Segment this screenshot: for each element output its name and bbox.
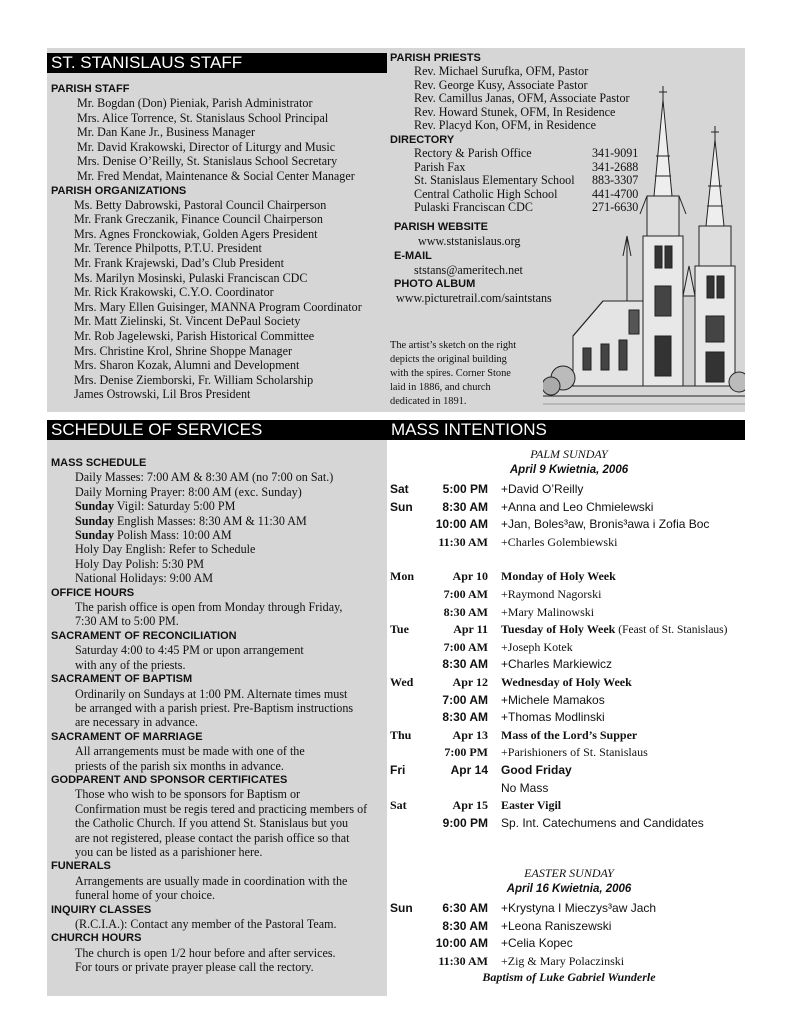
schedule-line [51,485,389,499]
intention-time: 8:30 AM [442,918,488,933]
intention-row [390,745,760,761]
easter-sunday-title: EASTER SUNDAY [524,866,614,880]
directory-name: Rectory & Parish Office [414,145,532,160]
palm-sunday-date: April 9 Kwietnia, 2006 [509,464,629,476]
intention-text [501,901,656,915]
schedule-line-text: All arrangements must be made with one of the [75,744,305,759]
schedule-line-bold: Sunday [75,528,114,543]
schedule-section-heading: FUNERALS [51,860,111,873]
schedule-line-text: Those who wish to be sponsors for Baptism or [75,787,301,802]
intention-row [390,728,760,744]
palm-sunday-title: PALM SUNDAY [530,447,608,461]
intention-time: 8:30 AM [442,710,488,725]
schedule-line-text: Saturday 4:00 to 4:45 PM or upon arrangement [75,643,304,658]
schedule-line [51,528,389,542]
schedule-line-text: Daily Morning Prayer: 8:00 AM (exc. Sunday) [75,484,302,499]
intention-text-main: Wednesday of Holy Week [501,675,632,689]
intention-day: Sat [390,482,409,496]
schedule-line-text: (R.C.I.A.): Contact any member of the Pastoral Team. [75,917,337,931]
organization-member: Mr. Matt Zielinski, St. Vincent DePaul Society [74,314,301,329]
intention-day: Sun [390,499,413,514]
intentions-header: MASS INTENTIONS [387,420,745,440]
intention-row [390,936,760,952]
schedule-line-text: English Masses: 8:30 AM & 11:30 AM [114,513,307,528]
schedule-line-text: are necessary in advance. [75,715,198,730]
intention-text-main: Easter Vigil [501,798,562,813]
organization-member: Mrs. Mary Ellen Guisinger, MANNA Program Coordinator [74,299,362,314]
intention-text-main: +Joseph Kotek [501,639,573,654]
intention-text [501,640,573,655]
intention-row [390,605,760,621]
organization-member: Mrs. Christine Krol, Shrine Shoppe Manager [74,343,292,358]
schedule-line-text: you can be listed as a parishioner here. [75,844,263,859]
intention-row [390,569,760,585]
schedule-line-bold: Sunday [75,513,114,528]
intention-text-main: +David O’Reilly [501,482,584,496]
schedule-line-text: Confirmation must be regis tered and practicing members of [75,801,368,816]
organizations-heading: PARISH ORGANIZATIONS [51,184,187,197]
intention-row [390,710,760,726]
intention-row [390,954,760,970]
schedule-line [51,845,389,859]
intention-text-main: Tuesday of Holy Week [501,622,616,637]
schedule-line-text: Arrangements are usually made in coordination with the [75,873,348,888]
priest-name: Rev. George Kusy, Associate Pastor [414,77,588,92]
intention-day: Wed [390,675,414,689]
intention-text-main: Sp. Int. Catechumens and Candidates [501,815,704,830]
schedule-line [51,715,389,729]
directory-heading: DIRECTORY [390,133,455,146]
schedule-line-text: priests of the parish six months in advance. [75,758,284,773]
schedule-line-text: Daily Masses: 7:00 AM & 8:30 AM (no 7:00 on Sat.) [75,470,334,485]
intention-day: Thu [390,727,412,742]
schedule-line [51,470,389,484]
schedule-line-bold: Sunday [75,499,114,514]
directory-phone: 341-9091 [592,145,639,160]
intention-text-main: +Michele Mamakos [501,692,605,707]
email-heading: E-MAIL [394,249,432,262]
intention-text [501,657,612,671]
schedule-section-heading: OFFICE HOURS [51,586,135,599]
organization-member: Ms. Marilyn Mosinski, Pulaski Franciscan CDC [74,270,308,285]
intention-row [390,901,760,917]
photo-album-link[interactable]: www.picturetrail.com/saintstans [396,291,552,306]
intention-row [390,693,760,709]
schedule-section-heading: SACRAMENT OF RECONCILIATION [51,629,237,642]
organization-member: Mr. Frank Greczanik, Finance Council Chairperson [74,212,323,227]
directory-phone: 441-4700 [592,186,639,201]
intention-time: 7:00 AM [443,639,488,654]
staff-member: Mrs. Alice Torrence, St. Stanislaus School Principal [77,110,329,125]
intention-row [390,640,760,656]
intention-text-main: +Charles Markiewicz [501,657,613,672]
schedule-line-text: 7:30 AM to 5:00 PM. [75,614,179,629]
intention-row [390,675,760,691]
intention-row [390,657,760,673]
schedule-line [51,816,389,830]
intention-text [501,587,601,602]
priest-name: Rev. Howard Stunek, OFM, In Residence [414,104,616,119]
intention-text [501,745,648,760]
schedule-line-text: Holy Day English: Refer to Schedule [75,542,256,557]
intention-time: 5:00 PM [442,482,488,496]
intention-time: 10:00 AM [435,517,488,532]
intention-text [501,482,583,496]
intention-text-main: +Raymond Nagorski [501,587,602,601]
schedule-line [51,960,389,974]
intention-time: 6:30 AM [442,901,488,915]
priest-name: Rev. Placyd Kon, OFM, in Residence [414,118,596,133]
easter-sunday-date: April 16 Kwietnia, 2006 [506,883,632,895]
parish-staff-heading: PARISH STAFF [51,83,130,95]
staff-member: Mrs. Denise O’Reilly, St. Stanislaus School Secretary [77,154,338,169]
intention-text-main: +Anna and Leo Chmielewski [501,499,654,514]
intention-text-main: No Mass [501,780,549,795]
caption-line: with the spires. Corner Stone [390,368,511,379]
caption-line: dedicated in 1891. [390,396,467,407]
organization-member: Mrs. Denise Ziemborski, Fr. William Scholarship [74,372,314,387]
caption-line: laid in 1886, and church [390,382,491,393]
directory-name: Central Catholic High School [414,186,558,201]
intention-time: Apr 11 [453,622,488,637]
schedule-line [51,802,389,816]
schedule-line-text: The parish office is open from Monday through Friday, [75,600,343,615]
schedule-section-heading: CHURCH HOURS [51,932,142,945]
intention-row [390,517,760,533]
intention-text [501,710,605,724]
intention-text-main: +Krystyna I Mieczys³aw Jach [501,901,657,915]
intention-row [390,816,760,832]
intention-time: 9:00 PM [442,815,488,830]
intention-row [390,622,760,638]
staff-header: ST. STANISLAUS STAFF [47,53,387,73]
intention-time: 10:00 AM [435,936,488,951]
intention-time: 7:00 PM [444,745,488,760]
intention-text [501,605,594,620]
intention-time: 11:30 AM [438,534,488,549]
schedule-line-text: funeral home of your choice. [75,888,216,903]
organization-member: James Ostrowski, Lil Bros President [74,387,251,402]
intention-text [501,798,561,813]
intention-text-main: +Zig & Mary Polaczinski [501,953,625,968]
schedule-line [51,759,389,773]
intention-text [501,500,653,514]
schedule-line-text: The church is open 1/2 hour before and after services. [75,945,336,960]
organization-member: Mr. Frank Krajewski, Dad’s Club President [74,255,284,270]
schedule-line [51,701,389,715]
caption-line: depicts the original building [390,354,507,365]
website-heading: PARISH WEBSITE [394,220,488,233]
schedule-list [51,456,389,975]
staff-member: Mr. Dan Kane Jr., Business Manager [77,125,256,140]
directory-name: Pulaski Franciscan CDC [414,200,533,215]
schedule-line [51,917,389,931]
intention-text-main: Monday of Holy Week [501,569,616,584]
intention-text [501,517,709,531]
schedule-line [51,687,389,701]
schedule-line-text: Vigil: Saturday 5:00 PM [114,499,236,514]
intention-time: 8:30 AM [442,499,488,514]
schedule-line [51,600,389,614]
website-link[interactable]: www.ststanislaus.org [418,233,521,248]
directory-name: Parish Fax [414,159,466,174]
intention-text-main: +Celia Kopec [501,936,573,951]
priests-heading: PARISH PRIESTS [390,52,481,64]
sketch-caption [390,339,560,409]
directory-phone: 883-3307 [592,173,639,188]
schedule-line [51,571,389,585]
organizations-list [51,198,391,402]
intention-time: 8:30 AM [443,604,488,619]
schedule-line [51,787,389,801]
intention-day: Tue [390,622,409,637]
schedule-line [51,542,389,556]
intention-time: 7:00 AM [442,692,488,707]
schedule-line [51,614,389,628]
intention-text-main: Good Friday [501,763,572,777]
schedule-line [51,831,389,845]
priest-name: Rev. Michael Surufka, OFM, Pastor [414,64,589,78]
schedule-section-heading: MASS SCHEDULE [51,457,147,469]
schedule-section-heading: INQUIRY CLASSES [51,903,152,916]
church-sketch-image [543,86,745,412]
intention-text [501,622,727,637]
intention-row [390,482,760,498]
directory-phone: 341-2688 [592,159,639,174]
organization-member: Mr. Terence Philpotts, P.T.U. President [74,241,262,256]
baptism-note: Baptism of Luke Gabriel Wunderle [482,970,656,984]
schedule-line-text: the Catholic Church. If you attend St. Stanislaus but you [75,816,349,831]
intention-text [501,936,573,950]
priest-name: Rev. Camillus Janas, OFM, Associate Pastor [414,91,630,106]
schedule-line-text: Holy Day Polish: 5:30 PM [75,556,205,571]
schedule-line [51,557,389,571]
email-link[interactable]: ststans@ameritech.net [414,262,523,277]
photo-album-heading: PHOTO ALBUM [394,278,476,291]
schedule-line-text: Polish Mass: 10:00 AM [114,528,232,543]
intention-time: Apr 15 [452,798,488,813]
intention-text-main: +Charles Golembiewski [501,534,618,549]
intention-text-main: +Thomas Modlinski [501,710,605,725]
intention-text [501,693,605,707]
intention-text [501,763,572,777]
staff-member: Mr. Bogdan (Don) Pieniak, Parish Administrator [77,96,313,110]
schedule-line [51,658,389,672]
staff-member: Mr. Fred Mendat, Maintenance & Social Center Manager [77,168,355,183]
schedule-line [51,946,389,960]
schedule-line-text: Ordinarily on Sundays at 1:00 PM. Alternate times must [75,686,348,701]
schedule-header: SCHEDULE OF SERVICES [47,420,387,440]
schedule-section-heading: SACRAMENT OF MARRIAGE [51,730,203,743]
schedule-section-heading: GODPARENT AND SPONSOR CERTIFICATES [51,773,288,786]
staff-column [51,82,391,402]
intention-time: Apr 13 [452,727,488,742]
intention-text [501,919,611,933]
directory-phone: 271-6630 [592,200,639,215]
organization-member: Ms. Betty Dabrowski, Pastoral Council Chairperson [74,197,327,212]
intention-row [390,763,760,779]
organization-member: Mrs. Sharon Kozak, Alumni and Development [74,358,300,373]
intention-time: Apr 12 [452,675,488,689]
intention-time: 11:30 AM [438,953,488,968]
schedule-line-text: with any of the priests. [75,657,186,672]
intention-text-main: Mass of the Lord’s Supper [501,727,638,742]
intention-text-extra: (Feast of St. Stanislaus) [615,624,728,637]
intention-text [501,728,637,743]
intention-row [390,500,760,516]
schedule-line-text: For tours or private prayer please call the rectory. [75,960,314,975]
intention-text-main: +Leona Raniszewski [501,918,612,933]
intention-row [390,587,760,603]
intention-time: Apr 14 [450,763,488,777]
intention-row [390,535,760,551]
intention-text [501,781,548,795]
intention-day: Sun [390,901,413,915]
intention-time: 7:00 AM [443,587,488,601]
intention-text [501,954,624,969]
schedule-line [51,514,389,528]
parish-staff-list [51,96,391,184]
directory-name: St. Stanislaus Elementary School [414,173,575,188]
schedule-line-text: be arranged with a parish priest. Pre-Baptism instructions [75,700,354,715]
intention-day: Sat [390,798,407,813]
intention-time: Apr 10 [452,569,488,584]
caption-line: The artist’s sketch on the right [390,340,517,351]
schedule-line [51,888,389,902]
intention-day: Mon [390,569,414,584]
organization-member: Mr. Rick Krakowski, C.Y.O. Coordinator [74,285,274,300]
schedule-line-text: are not registered, please contact the parish office so that [75,830,350,845]
schedule-line [51,744,389,758]
schedule-line-text: National Holidays: 9:00 AM [75,571,214,586]
intention-text [501,569,616,584]
schedule-line [51,499,389,513]
intention-row [390,781,760,797]
schedule-line [51,874,389,888]
staff-member: Mr. David Krakowski, Director of Liturgy and Music [77,139,336,154]
intention-text-main: +Mary Malinowski [501,604,595,619]
schedule-section-heading: SACRAMENT OF BAPTISM [51,673,193,686]
organization-member: Mr. Rob Jagelewski, Parish Historical Committee [74,328,315,343]
intention-row [390,798,760,814]
intention-time: 8:30 AM [442,657,488,672]
intention-text [501,535,617,550]
intention-row [390,919,760,935]
intention-text [501,675,632,690]
intention-text-main: +Parishioners of St. Stanislaus [501,745,648,760]
organization-member: Mrs. Agnes Fronckowiak, Golden Agers President [74,226,318,241]
schedule-line [51,643,389,657]
intention-text [501,816,704,830]
intention-day: Fri [390,763,406,777]
intention-text-main: +Jan, Boles³aw, Bronis³awa i Zofia Boc [501,517,710,532]
